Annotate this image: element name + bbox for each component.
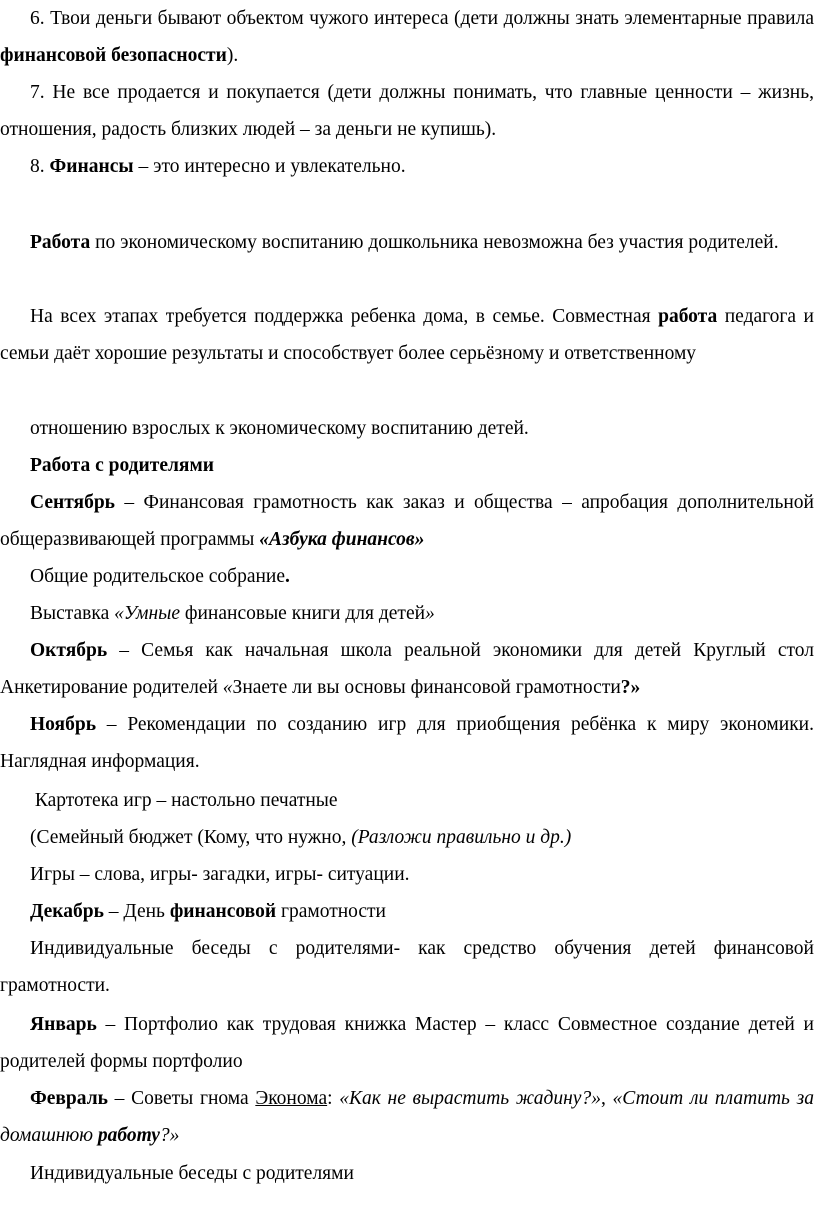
paragraph-cards: Картотека игр – настольно печатные — [30, 790, 338, 811]
text: , — [600, 1088, 613, 1109]
text: – Портфолио как трудовая книжка Мастер – класс Совместное создание детей и родителей формы портфолио — [0, 1014, 814, 1072]
bold-text: работа — [658, 306, 718, 327]
text: 8. — [30, 156, 50, 177]
italic-text: » — [425, 603, 435, 624]
month-label: Февраль — [30, 1088, 108, 1109]
text: Знаете ли вы основы финансовой грамотности — [232, 677, 621, 698]
paragraph-exhibit — [0, 595, 814, 632]
bold-text: ?» — [620, 677, 641, 698]
paragraph-november — [0, 706, 814, 780]
italic-text: «Как не вырастить жадину?» — [339, 1088, 601, 1109]
italic-text: (Разложи правильно и др.) — [351, 827, 572, 848]
paragraph-games: Игры – слова, игры- загадки, игры- ситуации. — [30, 864, 410, 885]
italic-text: «Умные — [114, 603, 180, 624]
paragraph-december — [0, 893, 814, 930]
text: по экономическому воспитанию дошкольника невозможна без участия родителей. — [90, 232, 779, 253]
text: ). — [226, 45, 239, 66]
text: На всех этапах требуется поддержка ребенка дома, в семье. Совместная — [30, 306, 659, 327]
month-label: Октябрь — [30, 640, 108, 661]
heading-text: Работа с родителями — [30, 455, 214, 476]
text: грамотности — [276, 901, 386, 922]
paragraph-work — [0, 224, 814, 261]
italic-text: « — [222, 677, 233, 698]
text: – Семья как начальная школа реальной экономики для детей Круглый стол Анкетирование родителей — [0, 640, 814, 698]
text: – Финансовая грамотность как заказ и общества – апробация дополнительной общеразвивающей программы — [0, 492, 814, 550]
paragraph-attitude: отношению взрослых к экономическому воспитанию детей. — [30, 418, 529, 439]
paragraph-item-8 — [0, 148, 814, 185]
bold-text: финансовой — [169, 901, 277, 922]
paragraph-support — [0, 298, 814, 372]
text: Выставка — [30, 603, 115, 624]
text: (Семейный бюджет (Кому, что нужно, — [30, 827, 352, 848]
paragraph-february — [0, 1080, 814, 1154]
italic-text: «Стоит ли платить за домашнюю — [0, 1088, 814, 1146]
text: – Советы гнома — [107, 1088, 256, 1109]
bold-text: финансовой безопасности — [0, 45, 227, 66]
paragraph-january — [0, 1006, 814, 1080]
text: педагога и семьи даёт хорошие результаты и способствует более серьёзному и ответственному — [0, 306, 814, 364]
underlined-text: Эконома — [255, 1088, 328, 1109]
month-label: Ноябрь — [30, 714, 97, 735]
paragraph-september — [0, 484, 814, 558]
paragraph-talks: Индивидуальные беседы с родителями- как средство обучения детей финансовой грамотности. — [0, 938, 814, 996]
text: – День — [103, 901, 170, 922]
paragraph-item-7: 7. Не все продается и покупается (дети должны понимать, что главные ценности – жизнь, отношения, радость близких людей – за деньги не купишь). — [0, 82, 814, 140]
text: : — [327, 1088, 340, 1109]
paragraph-budget — [0, 819, 814, 856]
text: финансовые книги для детей — [179, 603, 426, 624]
text: – Рекомендации по созданию игр для приобщения ребёнка к миру экономики. Наглядная информация. — [0, 714, 814, 772]
text: – это интересно и увлекательно. — [133, 156, 406, 177]
text: Общие родительское собрание — [30, 566, 285, 587]
program-title: «Азбука финансов» — [259, 529, 425, 550]
paragraph-item-6 — [0, 0, 814, 74]
bold-italic-text: работу — [97, 1125, 160, 1146]
bold-text: Финансы — [49, 156, 134, 177]
italic-text: ?» — [159, 1125, 180, 1146]
month-label: Январь — [30, 1014, 97, 1035]
month-label: Сентябрь — [30, 492, 115, 513]
text: 6. Твои деньги бывают объектом чужого интереса (дети должны знать элементарные правила — [30, 8, 814, 29]
bold-text: . — [285, 566, 290, 587]
paragraph-meeting — [0, 558, 814, 595]
section-heading — [0, 447, 814, 484]
paragraph-talks-2: Индивидуальные беседы с родителями — [30, 1163, 354, 1184]
paragraph-october — [0, 632, 814, 706]
bold-text: Работа — [30, 232, 91, 253]
month-label: Декабрь — [30, 901, 104, 922]
